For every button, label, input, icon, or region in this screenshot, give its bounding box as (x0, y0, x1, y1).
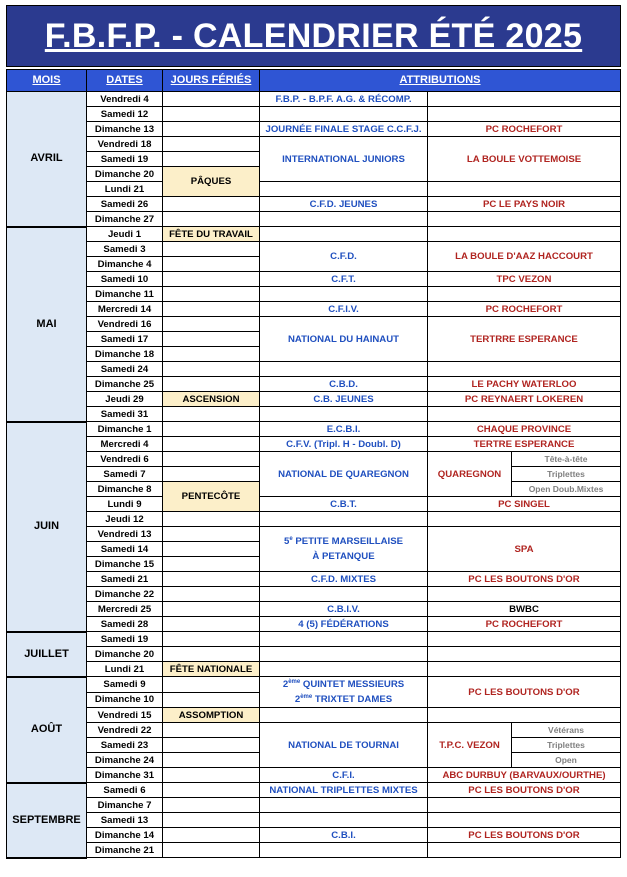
holiday-cell (163, 467, 260, 482)
attribution-club: PC ROCHEFORT (428, 122, 621, 137)
attribution-club (428, 212, 621, 227)
attribution-club: BWBC (428, 602, 621, 617)
table-row (7, 828, 621, 843)
table-row (7, 527, 621, 542)
holiday-cell (163, 572, 260, 587)
table-row (7, 407, 621, 422)
attribution-event (260, 587, 428, 602)
date-cell: Samedi 21 (87, 572, 163, 587)
holiday-cell (163, 617, 260, 632)
attribution-event: C.F.I.V. (260, 302, 428, 317)
header-dates: DATES (87, 70, 163, 92)
attribution-club: TERTRE ESPERANCE (428, 437, 621, 452)
attribution-event: C.F.D. MIXTES (260, 572, 428, 587)
month-aout: AOÛT (7, 677, 87, 783)
attribution-event: C.B.I. (260, 828, 428, 843)
table-row (7, 122, 621, 137)
attribution-event: JOURNÉE FINALE STAGE C.C.F.J. (260, 122, 428, 137)
table-row (7, 137, 621, 152)
date-cell: Lundi 21 (87, 662, 163, 677)
attribution-event: C.F.T. (260, 272, 428, 287)
holiday-cell (163, 723, 260, 738)
attribution-event: C.B.T. (260, 497, 428, 512)
date-cell: Dimanche 13 (87, 122, 163, 137)
date-cell: Samedi 19 (87, 152, 163, 167)
table-row (7, 723, 621, 738)
table-row (7, 287, 621, 302)
attribution-club: PC LE PAYS NOIR (428, 197, 621, 212)
holiday-cell (163, 197, 260, 212)
date-cell: Samedi 12 (87, 107, 163, 122)
date-cell: Dimanche 8 (87, 482, 163, 497)
sub-category: Triplettes (512, 738, 621, 753)
date-cell: Jeudi 12 (87, 512, 163, 527)
holiday-cell (163, 527, 260, 542)
attribution-event (260, 227, 428, 242)
table-row (7, 377, 621, 392)
attribution-club: PC SINGEL (428, 497, 621, 512)
attribution-club: T.P.C. VEZON (428, 723, 512, 768)
date-cell: Samedi 9 (87, 677, 163, 693)
date-cell: Samedi 6 (87, 783, 163, 798)
attribution-event (260, 632, 428, 647)
attribution-club (428, 107, 621, 122)
date-cell: Samedi 31 (87, 407, 163, 422)
attribution-club (428, 708, 621, 723)
calendar-title: F.B.F.P. - CALENDRIER ÉTÉ 2025 (44, 16, 583, 55)
attribution-club (428, 647, 621, 662)
attribution-club: PC LES BOUTONS D'OR (428, 828, 621, 843)
attribution-event: C.B. JEUNES (260, 392, 428, 407)
attribution-event (260, 813, 428, 828)
holiday-cell (163, 753, 260, 768)
holiday-cell (163, 137, 260, 152)
table-row (7, 422, 621, 437)
holiday-cell (163, 512, 260, 527)
date-cell: Dimanche 1 (87, 422, 163, 437)
attribution-club (428, 512, 621, 527)
holiday-cell (163, 212, 260, 227)
attribution-club: PC LES BOUTONS D'OR (428, 783, 621, 798)
table-row (7, 107, 621, 122)
holiday-cell (163, 587, 260, 602)
holiday-cell (163, 377, 260, 392)
header-attributions: ATTRIBUTIONS (260, 70, 621, 92)
table-row (7, 212, 621, 227)
table-row (7, 617, 621, 632)
date-cell: Dimanche 24 (87, 753, 163, 768)
date-cell: Dimanche 27 (87, 212, 163, 227)
attribution-club (428, 362, 621, 377)
table-row (7, 677, 621, 693)
date-cell: Dimanche 14 (87, 828, 163, 843)
holiday-cell (163, 768, 260, 783)
holiday-cell (163, 302, 260, 317)
holiday-cell (163, 602, 260, 617)
holiday-cell (163, 242, 260, 257)
attribution-club: PC REYNAERT LOKEREN (428, 392, 621, 407)
attribution-event (260, 212, 428, 227)
date-cell: Samedi 13 (87, 813, 163, 828)
date-cell: Dimanche 15 (87, 557, 163, 572)
holiday-cell (163, 738, 260, 753)
holiday-cell (163, 332, 260, 347)
attribution-event (260, 182, 428, 197)
calendar-table (6, 69, 621, 859)
date-cell: Vendredi 16 (87, 317, 163, 332)
holiday-cell (163, 122, 260, 137)
calendar-title-banner (6, 5, 621, 67)
date-cell: Samedi 14 (87, 542, 163, 557)
attribution-event (260, 407, 428, 422)
attribution-club: CHAQUE PROVINCE (428, 422, 621, 437)
table-row (7, 572, 621, 587)
header-jours-feries: JOURS FÉRIÉS (163, 70, 260, 92)
holiday-nationale: FÊTE NATIONALE (163, 662, 260, 677)
attribution-event: 2ème QUINTET MESSIEURS 2ème TRIXTET DAMES (260, 677, 428, 708)
holiday-cell (163, 542, 260, 557)
holiday-ascension: ASCENSION (163, 392, 260, 407)
attribution-event: C.F.V. (Tripl. H - Doubl. D) (260, 437, 428, 452)
attribution-event (260, 362, 428, 377)
attribution-event: 4 (5) FÉDÉRATIONS (260, 617, 428, 632)
holiday-cell (163, 692, 260, 708)
holiday-cell (163, 407, 260, 422)
date-cell: Dimanche 21 (87, 843, 163, 858)
attribution-event (260, 843, 428, 858)
holiday-cell (163, 557, 260, 572)
attribution-club: PC LES BOUTONS D'OR (428, 677, 621, 708)
attribution-event (260, 647, 428, 662)
attribution-event: INTERNATIONAL JUNIORS (260, 137, 428, 182)
date-cell: Dimanche 7 (87, 798, 163, 813)
attribution-club: PC ROCHEFORT (428, 302, 621, 317)
holiday-cell (163, 317, 260, 332)
attribution-event (260, 287, 428, 302)
month-septembre: SEPTEMBRE (7, 783, 87, 858)
table-row (7, 437, 621, 452)
holiday-paques: PÂQUES (163, 167, 260, 197)
holiday-cell (163, 362, 260, 377)
attribution-event: F.B.P. - B.P.F. A.G. & RÉCOMP. (260, 92, 428, 107)
attribution-club: PC LES BOUTONS D'OR (428, 572, 621, 587)
table-row (7, 632, 621, 647)
attribution-club: LE PACHY WATERLOO (428, 377, 621, 392)
month-avril: AVRIL (7, 92, 87, 227)
attribution-event: C.F.D. JEUNES (260, 197, 428, 212)
table-row (7, 798, 621, 813)
holiday-cell (163, 257, 260, 272)
date-cell: Vendredi 6 (87, 452, 163, 467)
holiday-cell (163, 437, 260, 452)
attribution-event: 5e PETITE MARSEILLAISE À PETANQUE (260, 527, 428, 572)
holiday-cell (163, 647, 260, 662)
attribution-club (428, 813, 621, 828)
sub-category: Vétérans (512, 723, 621, 738)
date-cell: Lundi 9 (87, 497, 163, 512)
month-juin: JUIN (7, 422, 87, 632)
date-cell: Samedi 24 (87, 362, 163, 377)
holiday-cell (163, 287, 260, 302)
date-cell: Vendredi 22 (87, 723, 163, 738)
attribution-club (428, 92, 621, 107)
date-cell: Lundi 21 (87, 182, 163, 197)
holiday-cell (163, 452, 260, 467)
attribution-event: C.B.I.V. (260, 602, 428, 617)
sub-category: Tête-à-tête (512, 452, 621, 467)
attribution-club (428, 227, 621, 242)
table-row (7, 362, 621, 377)
date-cell: Samedi 17 (87, 332, 163, 347)
date-cell: Vendredi 13 (87, 527, 163, 542)
table-row (7, 602, 621, 617)
sub-category: Open (512, 753, 621, 768)
date-cell: Vendredi 15 (87, 708, 163, 723)
holiday-pentecote: PENTECÔTE (163, 482, 260, 512)
table-row (7, 512, 621, 527)
attribution-club (428, 407, 621, 422)
attribution-event: C.B.D. (260, 377, 428, 392)
table-row (7, 783, 621, 798)
date-cell: Dimanche 11 (87, 287, 163, 302)
date-cell: Samedi 19 (87, 632, 163, 647)
holiday-cell (163, 677, 260, 693)
attribution-club (428, 287, 621, 302)
date-cell: Samedi 3 (87, 242, 163, 257)
holiday-cell (163, 813, 260, 828)
attribution-event: C.F.D. (260, 242, 428, 272)
table-row (7, 302, 621, 317)
date-cell: Dimanche 20 (87, 167, 163, 182)
holiday-cell (163, 272, 260, 287)
date-cell: Samedi 26 (87, 197, 163, 212)
table-row (7, 317, 621, 332)
date-cell: Samedi 28 (87, 617, 163, 632)
attribution-event: NATIONAL DE QUAREGNON (260, 452, 428, 497)
attribution-club (428, 843, 621, 858)
header-mois: MOIS (7, 70, 87, 92)
date-cell: Samedi 10 (87, 272, 163, 287)
attribution-event (260, 107, 428, 122)
table-row (7, 452, 621, 467)
table-row (7, 242, 621, 257)
table-row (7, 813, 621, 828)
date-cell: Samedi 7 (87, 467, 163, 482)
holiday-cell (163, 632, 260, 647)
attribution-event (260, 512, 428, 527)
table-row (7, 587, 621, 602)
date-cell: Dimanche 10 (87, 692, 163, 708)
attribution-event: NATIONAL DU HAINAUT (260, 317, 428, 362)
table-row (7, 497, 621, 512)
attribution-event (260, 708, 428, 723)
date-cell: Mercredi 25 (87, 602, 163, 617)
attribution-club: TERTRRE ESPERANCE (428, 317, 621, 362)
attribution-club: ABC DURBUY (BARVAUX/OURTHE) (428, 768, 621, 783)
date-cell: Dimanche 25 (87, 377, 163, 392)
table-row (7, 662, 621, 677)
table-row (7, 197, 621, 212)
month-mai: MAI (7, 227, 87, 422)
holiday-cell (163, 843, 260, 858)
table-row (7, 708, 621, 723)
date-cell: Vendredi 4 (87, 92, 163, 107)
attribution-event (260, 662, 428, 677)
month-juillet: JUILLET (7, 632, 87, 677)
holiday-cell (163, 798, 260, 813)
attribution-club (428, 798, 621, 813)
attribution-club: LA BOULE VOTTEMOISE (428, 137, 621, 182)
attribution-club: TPC VEZON (428, 272, 621, 287)
holiday-assomption: ASSOMPTION (163, 708, 260, 723)
table-header-row (7, 70, 621, 92)
holiday-cell (163, 92, 260, 107)
attribution-event (260, 798, 428, 813)
date-cell: Dimanche 4 (87, 257, 163, 272)
attribution-club (428, 662, 621, 677)
attribution-event: NATIONAL TRIPLETTES MIXTES (260, 783, 428, 798)
table-row (7, 843, 621, 858)
table-row (7, 647, 621, 662)
table-row (7, 227, 621, 242)
holiday-cell (163, 107, 260, 122)
sub-category: Triplettes (512, 467, 621, 482)
attribution-club: QUAREGNON (428, 452, 512, 497)
holiday-cell (163, 783, 260, 798)
holiday-cell (163, 347, 260, 362)
table-row (7, 272, 621, 287)
attribution-club (428, 182, 621, 197)
holiday-cell (163, 422, 260, 437)
sub-category: Open Doub.Mixtes (512, 482, 621, 497)
attribution-club (428, 632, 621, 647)
date-cell: Mercredi 14 (87, 302, 163, 317)
date-cell: Dimanche 20 (87, 647, 163, 662)
attribution-event: C.F.I. (260, 768, 428, 783)
date-cell: Vendredi 18 (87, 137, 163, 152)
table-row (7, 392, 621, 407)
holiday-cell (163, 152, 260, 167)
date-cell: Jeudi 29 (87, 392, 163, 407)
attribution-event: NATIONAL DE TOURNAI (260, 723, 428, 768)
attribution-event: E.C.B.I. (260, 422, 428, 437)
table-row (7, 92, 621, 107)
holiday-travail: FÊTE DU TRAVAIL (163, 227, 260, 242)
attribution-club (428, 587, 621, 602)
date-cell: Dimanche 31 (87, 768, 163, 783)
attribution-club: LA BOULE D'AAZ HACCOURT (428, 242, 621, 272)
holiday-cell (163, 828, 260, 843)
date-cell: Samedi 23 (87, 738, 163, 753)
date-cell: Jeudi 1 (87, 227, 163, 242)
date-cell: Dimanche 22 (87, 587, 163, 602)
attribution-club: PC ROCHEFORT (428, 617, 621, 632)
attribution-club: SPA (428, 527, 621, 572)
table-row (7, 182, 621, 197)
table-row (7, 768, 621, 783)
date-cell: Mercredi 4 (87, 437, 163, 452)
date-cell: Dimanche 18 (87, 347, 163, 362)
